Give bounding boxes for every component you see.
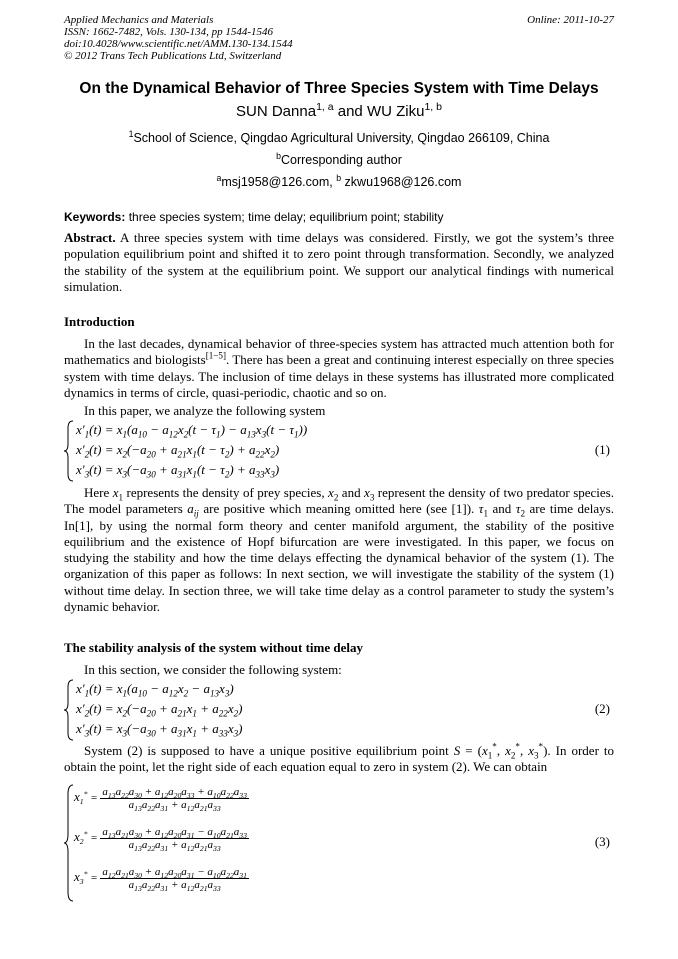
email-b-sup: b: [336, 172, 342, 183]
intro-citation: [1−5]: [205, 350, 226, 361]
equation-1-line-1: $x'_1(t) = x_1(a_{10} - a_{12}x_2(t - \tau_1) - a_{13}x_3(t - \tau_1))$: [76, 422, 308, 440]
corr-sup: b: [276, 150, 281, 161]
equation-1-brace: [64, 420, 74, 482]
abstract: [64, 230, 614, 295]
author-1-sup: 1, a: [316, 101, 334, 113]
s2p2-text-a: System (2) is supposed to have a unique positive equilibrium point: [84, 743, 454, 758]
journal-header: [64, 14, 293, 62]
section-2-heading: The stability analysis of the system without time delay: [64, 640, 363, 655]
email-a-sup: a: [216, 172, 222, 183]
keywords: [64, 210, 624, 224]
equation-2-brace: [64, 679, 74, 741]
equation-3-number: (3): [594, 834, 610, 849]
section-2-paragraph-2: System (2) is supposed to have a unique positive equilibrium point $S = (x_1^*$, $x_2^*$, $x_3^*$). In order to obtain the point, let the right side of each equation equal to zero in system (2). We can obtain: [64, 741, 615, 775]
email-b[interactable]: zkwu1968@126.com: [341, 175, 462, 189]
equation-1-line-2: $x'_2(t) = x_2(-a_{20} + a_{21}x_1(t - \tau_2) + a_{22}x_2)$: [76, 442, 280, 460]
equation-3-line-3: $x_3^*$ = $\frac{a_{12}a_{21}a_{30} + a_{12}a_{20}a_{31} - a_{10}a_{22}a_{31}}{a_{13}a_{22}a_{31} + a_{12}a_{21}a_{33}}$: [74, 866, 247, 894]
equation-3-line-1: $x_1^*$ = $\frac{a_{13}a_{22}a_{30} + a_{12}a_{20}a_{33} + a_{10}a_{22}a_{33}}{a_{13}a_{22}a_{31} + a_{12}a_{21}a_{33}}$: [74, 786, 247, 814]
abstract-label: Abstract.: [64, 230, 116, 245]
p3-text-b: represents the density of prey species,: [123, 485, 329, 500]
corresponding-author: [0, 150, 678, 167]
p3-text-a: Here: [84, 485, 113, 500]
p3-text-d: represent the density of two predator species. The model parameters: [64, 485, 614, 517]
author-2: WU Ziku: [366, 103, 425, 120]
equation-3: [64, 784, 614, 904]
online-date: Online: 2011-10-27: [527, 14, 614, 26]
intro-heading: Introduction: [64, 314, 135, 329]
keywords-label: Keywords:: [64, 210, 126, 224]
author-line: [0, 103, 678, 120]
affiliation-sup: 1: [128, 128, 134, 139]
emails: [0, 172, 678, 189]
equation-2-number: (2): [594, 701, 610, 716]
p3-text-e: are positive which meaning omitted here (see [1]).: [198, 501, 479, 517]
copyright-line: © 2012 Trans Tech Publications Ltd, Switzerland: [64, 50, 282, 62]
author-2-sup: 1, b: [424, 101, 442, 113]
p3-text-c: and: [338, 485, 365, 500]
equation-1-number: (1): [594, 442, 610, 457]
p3-text-g: are time delays. In[1], by using the normal form theory and center manifold argument, the stability of the positive equilibrium and the existence of Hopf bifurcation are were investigated. In this paper, we focus on studying the stability and how the time delays effecting the dynamical behavior of the system (1). The organization of this paper as follows: In next section, we will investigate the stability of the system (1) without time delay. In section three, we will take time delay as a control parameter to study the system’s dynamic behavior.: [64, 501, 614, 615]
affiliation: [0, 128, 678, 145]
keywords-text: three species system; time delay; equilibrium point; stability: [125, 210, 444, 224]
issn-line: ISSN: 1662-7482, Vols. 130-134, pp 1544-1546: [64, 26, 273, 38]
equation-2: [64, 679, 614, 741]
equation-1-line-3: $x'_3(t) = x_3(-a_{30} + a_{31}x_1(t - \tau_2) + a_{33}x_3)$: [76, 462, 280, 480]
equation-1: [64, 420, 614, 482]
equation-3-line-2: $x_2^*$ = $\frac{a_{13}a_{21}a_{30} + a_{12}a_{20}a_{31} - a_{10}a_{21}a_{33}}{a_{13}a_{22}a_{31} + a_{12}a_{21}a_{33}}$: [74, 826, 247, 854]
doi-line: doi:10.4028/www.scientific.net/AMM.130-134.1544: [64, 38, 293, 50]
s2p2-text-b: . In order to obtain the point, let the right side of each equation equal to zero in system (2). We can obtain: [64, 743, 615, 775]
author-and: and: [333, 103, 367, 120]
intro-paragraph-3: Here $x_1$ represents the density of prey species, $x_2$ and $x_3$ represent the density of two predator species. The model parameters $a_{ij}$ are positive which meaning omitted here (see [1]). $\tau_1$ and $\tau_2$ are time delays. In[1], by using the normal form theory and center manifold argument, the stability of the positive equilibrium and the existence of Hopf bifurcation are were investigated. In this paper, we focus on studying the stability and how the time delays effecting the dynamical behavior of the system (1). The organization of this paper as follows: In next section, we will investigate the stability of the system (1) without time delay. In section three, we will take time delay as a control parameter to study the system’s dynamic behavior.: [64, 485, 614, 615]
section-2-paragraph-1: In this section, we consider the following system:: [84, 662, 342, 677]
equation-2-line-2: $x'_2(t) = x_2(-a_{20} + a_{21}x_1 + a_{22}x_2)$: [76, 701, 243, 719]
p3-text-f: and: [488, 501, 516, 517]
paper-title: On the Dynamical Behavior of Three Species System with Time Delays: [79, 80, 599, 97]
journal-name: Applied Mechanics and Materials: [64, 14, 214, 26]
abstract-text: A three species system with time delays was considered. Firstly, we got the system’s three population equilibrium point and shifted it to zero point through transformation. Secondly, we analyzed the stability of the system at the equilibrium point. We support our analytical findings with numerical simulation.: [64, 230, 614, 294]
equation-3-brace: [64, 784, 74, 902]
email-a[interactable]: msj1958@126.com,: [221, 175, 337, 189]
affiliation-text: School of Science, Qingdao Agricultural University, Qingdao 266109, China: [133, 131, 550, 145]
intro-paragraph-2: In this paper, we analyze the following system: [84, 403, 326, 418]
intro-paragraph-1: [64, 336, 614, 401]
intro-p1-text: In the last decades, dynamical behavior of three-species system has attracted much attention both for mathematics and biologists: [64, 336, 614, 368]
corr-text: Corresponding author: [280, 153, 402, 167]
author-1: SUN Danna: [236, 103, 317, 120]
equation-2-line-3: $x'_3(t) = x_3(-a_{30} + a_{31}x_1 + a_{33}x_3)$: [76, 721, 243, 739]
intro-p1-text-b: . There has been a great and continuing interest especially on three species system with time delays. The inclusion of time delays in these systems has illustrated more complicated dynamics in terms of circle, quasi-periodic, chaotic and so on.: [64, 352, 614, 400]
equation-2-line-1: $x'_1(t) = x_1(a_{10} - a_{12}x_2 - a_{13}x_3)$: [76, 681, 234, 699]
